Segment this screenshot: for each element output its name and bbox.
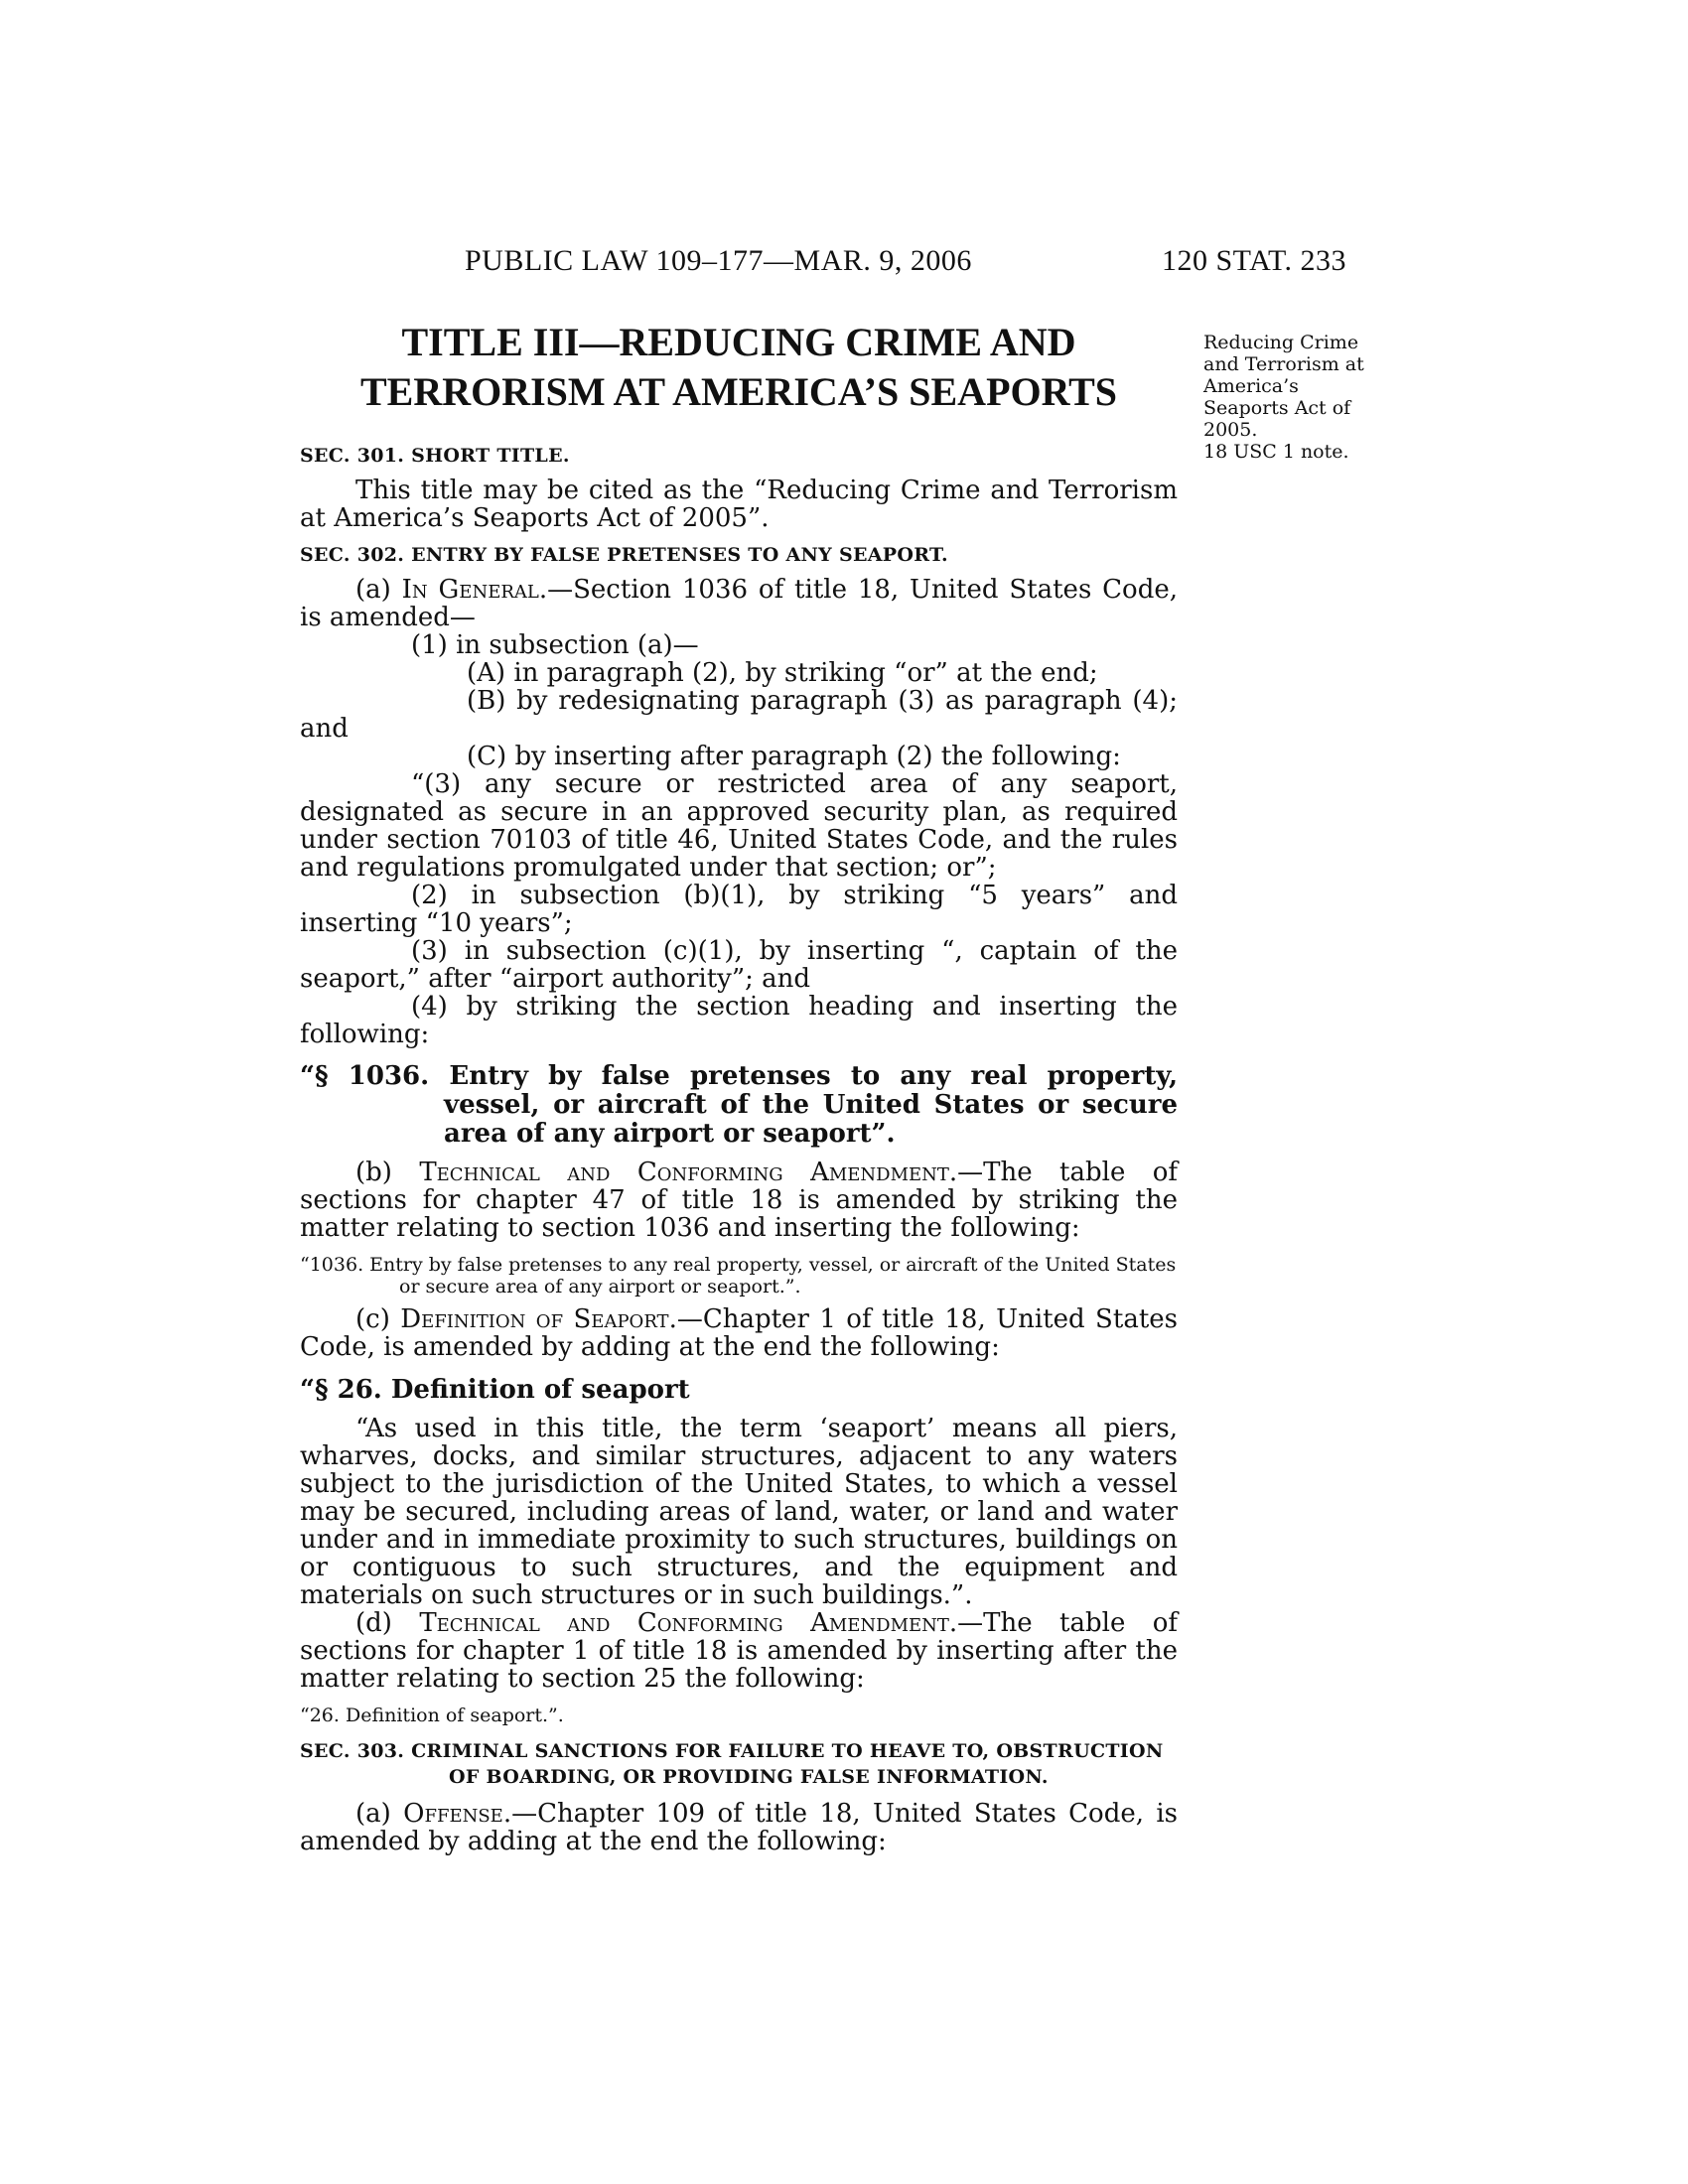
new-section-heading-1036: “§ 1036. Entry by false pretenses to any real property, vessel, or aircraft of the United States or secure area of any airport or seaport”. [300, 1061, 1178, 1149]
sec-302-b [300, 1159, 1178, 1242]
sec-302-quoted-paragraph: “(3) any secure or restricted area of any seaport, designated as secure in an approved security plan, as required under section 70103 of title 46, United States Code, and the rules and regulations promulgated under that section; or”; [300, 769, 1178, 883]
text: .—The table of sections for chapter 47 of title 18 is amended by striking the matter relating to section 1036 and inserting the following: [300, 1158, 1179, 1243]
sec-302-a-4: (4) by striking the section heading and inserting the following: [300, 992, 1178, 1049]
caption: Offense [403, 1799, 503, 1829]
sec-302-a [300, 576, 1178, 631]
label: (d) [355, 1608, 420, 1638]
sec-302-d [300, 1609, 1178, 1693]
label: (a) [355, 1799, 404, 1829]
sec-302-heading: SEC. 302. ENTRY BY FALSE PRETENSES TO ANY SEAPORT. [300, 544, 948, 566]
caption: In General [401, 575, 539, 605]
text: .—Section 1036 of title 18, United States Code, is amended— [300, 575, 1178, 632]
sec-302-a-1-B: (B) by redesignating paragraph (3) as paragraph (4); and [300, 686, 1178, 744]
text: .—Chapter 109 of title 18, United States Code, is amended by adding at the end the following: [300, 1799, 1179, 1856]
caption: Technical and Conforming Amendment [419, 1158, 949, 1187]
label: (c) [355, 1304, 401, 1334]
margin-note-line: Seaports Act of [1203, 397, 1351, 419]
title-line-2: TERRORISM AT AMERICA’S SEAPORTS [359, 369, 1118, 414]
sec-301-heading: SEC. 301. SHORT TITLE. [300, 445, 570, 467]
sec-302-a-2: (2) in subsection (b)(1), by striking “5 years” and inserting “10 years”; [300, 881, 1178, 938]
title-line-1: TITLE III—REDUCING CRIME AND [401, 320, 1076, 364]
running-head-stat: 120 STAT. 233 [1162, 244, 1347, 277]
running-head [0, 244, 1688, 284]
definition-heading: “§ 26. Definition of seaport [300, 1375, 690, 1405]
sec-302-a-3: (3) in subsection (c)(1), by inserting “, captain of the seaport,” after “airport authority”; and [300, 936, 1178, 994]
label: (b) [355, 1158, 420, 1187]
margin-note-line: and Terrorism at [1203, 353, 1364, 375]
caption: Definition of Seaport [400, 1304, 669, 1334]
margin-note [1203, 332, 1402, 463]
label: (a) [355, 575, 402, 605]
sec-302-a-1-C: (C) by inserting after paragraph (2) the following: [467, 742, 1121, 771]
sec-303-heading: SEC. 303. CRIMINAL SANCTIONS FOR FAILURE TO HEAVE TO, OBSTRUCTION OF BOARDING, OR PROVIDING FALSE INFORMATION. [300, 1740, 1164, 1788]
text: .—Chapter 1 of title 18, United States Code, is amended by adding at the end the following: [300, 1304, 1178, 1362]
table-entry-26: “26. Definition of seaport.”. [300, 1705, 564, 1726]
title-heading [300, 318, 1178, 417]
margin-note-line: Reducing Crime [1203, 332, 1359, 353]
running-head-law: PUBLIC LAW 109–177—MAR. 9, 2006 [465, 244, 972, 277]
main-text [300, 318, 1178, 1855]
sec-302-c [300, 1305, 1178, 1361]
margin-note-line: 18 USC 1 note. [1203, 441, 1349, 463]
sec-302-a-1: (1) in subsection (a)— [411, 630, 699, 660]
margin-note-line: America’s [1203, 375, 1299, 397]
sec-303-a [300, 1800, 1178, 1855]
sec-301-text: This title may be cited as the “Reducing Crime and Terrorism at America’s Seaports Act of 2005”. [300, 476, 1178, 533]
table-entry-1036: “1036. Entry by false pretenses to any real property, vessel, or aircraft of the United States or secure area of any airport or seaport.”. [300, 1254, 1177, 1297]
definition-text: “As used in this title, the term ‘seaport’ means all piers, wharves, docks, and similar structures, adjacent to any waters subject to the jurisdiction of the United States, to which a vessel may be secured, including areas of land, water, or land and water under and in immediate proximity to such structures, buildings on or contiguous to such structures, and the equipment and materials on such structures or in such buildings.”. [300, 1414, 1178, 1610]
text: .—The table of sections for chapter 1 of title 18 is amended by inserting after the matter relating to section 25 the following: [300, 1608, 1179, 1694]
caption: Technical and Conforming Amendment [419, 1608, 949, 1638]
sec-302-a-1-A: (A) in paragraph (2), by striking “or” at the end; [467, 658, 1098, 688]
margin-note-line: 2005. [1203, 419, 1258, 441]
